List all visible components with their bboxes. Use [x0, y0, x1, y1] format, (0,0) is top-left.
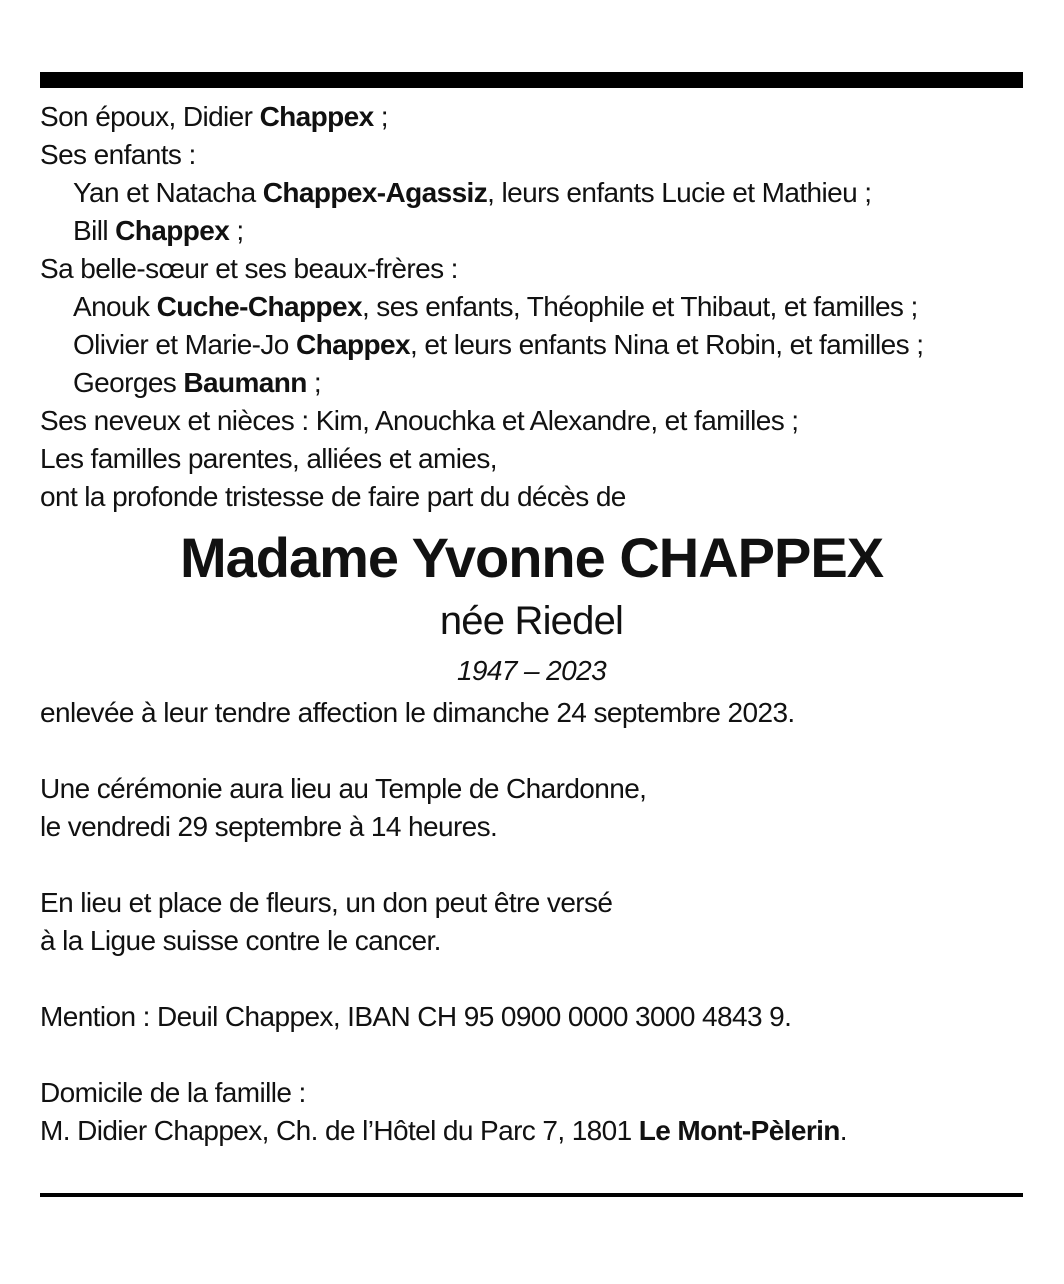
donation-line-2: à la Ligue suisse contre le cancer. [40, 925, 441, 956]
family-line-nephews: Ses neveux et nièces : Kim, Anouchka et Alexandre, et familles ; [40, 405, 799, 436]
family-line-inlaw-1 [40, 288, 1023, 326]
life-years: 1947 – 2023 [456, 655, 607, 686]
family-name: Chappex [259, 101, 374, 132]
family-line-child-2 [40, 212, 1023, 250]
death-date-line: enlevée à leur tendre affection le dimanche 24 septembre 2023. [40, 697, 795, 728]
ceremony-line-1: Une cérémonie aura lieu au Temple de Chardonne, [40, 773, 647, 804]
obituary-notice [40, 98, 1023, 1150]
family-name: Baumann [183, 367, 307, 398]
domicile-label: Domicile de la famille : [40, 1077, 306, 1108]
text: . [839, 1115, 847, 1146]
text: , et leurs enfants Nina et Robin, et familles ; [410, 329, 924, 360]
family-name: Cuche-Chappex [156, 291, 362, 322]
text: , ses enfants, Théophile et Thibaut, et familles ; [361, 291, 918, 322]
family-name: Chappex-Agassiz [262, 177, 488, 208]
family-name: Chappex [295, 329, 411, 360]
family-name: Chappex [115, 215, 230, 246]
text: ; [373, 101, 388, 132]
family-line-inlaw-2 [40, 326, 1023, 364]
family-line-inlaws-heading: Sa belle-sœur et ses beaux-frères : [40, 253, 458, 284]
text: Son époux, Didier [40, 101, 260, 132]
family-line-inlaw-3 [40, 364, 1023, 402]
donation-line-1: En lieu et place de fleurs, un don peut être versé [40, 887, 613, 918]
deceased-block [40, 522, 1023, 694]
text: Yan et Natacha [73, 177, 263, 208]
bottom-rule [40, 1193, 1023, 1197]
family-line-spouse [40, 98, 1023, 136]
announcement-line: ont la profonde tristesse de faire part du décès de [40, 481, 626, 512]
text: Olivier et Marie-Jo [73, 329, 296, 360]
text: Georges [73, 367, 184, 398]
mention-line: Mention : Deuil Chappex, IBAN CH 95 0900 0000 3000 4843 9. [40, 1001, 792, 1032]
ceremony-line-2: le vendredi 29 septembre à 14 heures. [40, 811, 498, 842]
text: ; [229, 215, 244, 246]
maiden-name: née Riedel [439, 599, 624, 643]
text: ; [306, 367, 322, 398]
place-name: Le Mont-Pèlerin [638, 1115, 840, 1146]
text: Bill [73, 215, 116, 246]
top-rule [40, 72, 1023, 88]
text: Anouk [73, 291, 157, 322]
deceased-name: Madame Yvonne CHAPPEX [179, 526, 884, 589]
family-line-child-1 [40, 174, 1023, 212]
text: , leurs enfants Lucie et Mathieu ; [487, 177, 872, 208]
family-line-relatives: Les familles parentes, alliées et amies, [40, 443, 497, 474]
family-line-children-heading: Ses enfants : [40, 139, 196, 170]
domicile-address [40, 1112, 1023, 1150]
text: M. Didier Chappex, Ch. de l’Hôtel du Parc 7, 1801 [40, 1115, 639, 1146]
